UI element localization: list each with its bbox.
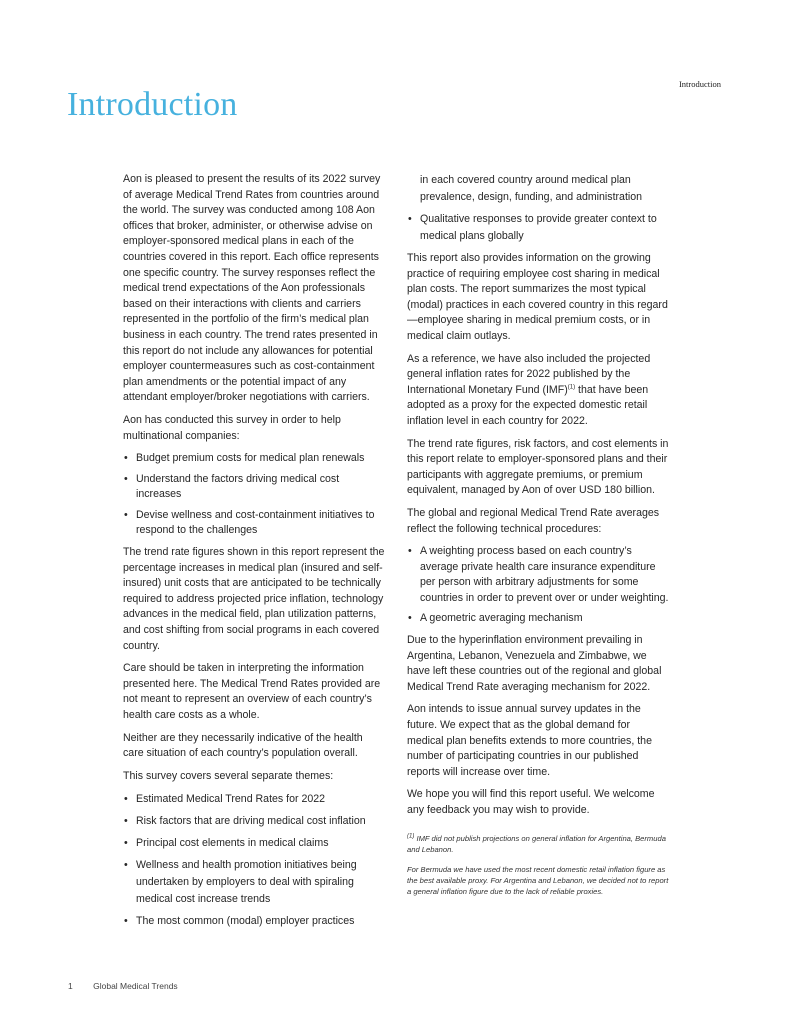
list-item: • Estimated Medical Trend Rates for 2022 [123, 791, 385, 808]
footnote-1 [407, 833, 669, 855]
list-item: • Budget premium costs for medical plan renewals [123, 451, 385, 467]
list-item: • A geometric averaging mechanism [407, 611, 669, 627]
trend-rate-paragraph: The trend rate figures shown in this report represent the percentage increases in medical plan (insured and self-insured) unit costs that are anticipated to be technically required to address projected price inflation, technology advances in the medical field, plan utilization patterns, and cost shifting from social programs in each covered country. [123, 546, 385, 652]
footnotes [407, 833, 669, 897]
list-item: • Principal cost elements in medical claims [123, 835, 385, 852]
caution-paragraph: Care should be taken in interpreting the information presented here. The Medical Trend Rates provided are not meant to represent an overview of each country’s health care costs as a whole. [123, 662, 381, 721]
page-footer [68, 981, 178, 991]
footnote-2: For Bermuda we have used the most recent domestic retail inflation figure as the best available proxy. For Argentina and Lebanon, we decided not to report a general inflation figure due to the lack of reliable proxies. [407, 864, 669, 896]
left-column [123, 172, 385, 936]
indicative-paragraph: Neither are they necessarily indicative of the health care situation of each country’s population overall. [123, 731, 363, 760]
running-head: Introduction [678, 79, 721, 89]
themes-paragraph: This survey covers several separate themes: [123, 769, 334, 782]
list-item: • Qualitative responses to provide greater context to medical plans globally [407, 211, 669, 245]
right-column [407, 172, 669, 906]
page-number: 1 [68, 981, 73, 991]
list-item: • The most common (modal) employer practices [123, 913, 385, 930]
purpose-list [123, 451, 385, 539]
footnote-marker: (1) [407, 833, 415, 840]
list-item: • A weighting process based on each country’s average private health care insurance expenditure per person with arbitrary adjustments for some countries in order to prevent over or under weighting. [407, 544, 669, 606]
inflation-text-b: that have been adopted as a proxy for the expected domestic retail inflation level in each country for 2022. [407, 383, 649, 427]
qualitative-list [407, 211, 669, 245]
publication-name: Global Medical Trends [93, 981, 178, 991]
page-title: Introduction [67, 86, 238, 123]
hyperinflation-paragraph: Due to the hyperinflation environment prevailing in Argentina, Lebanon, Venezuela and Zimbabwe, we have left these countries out of the regional and global Medical Trend Rate averaging mechanism for 2022. [407, 634, 662, 693]
purpose-paragraph: Aon has conducted this survey in order to help multinational companies: [123, 413, 341, 442]
list-item: • Understand the factors driving medical cost increases [123, 472, 385, 503]
list-item: • Wellness and health promotion initiatives being undertaken by employers to deal with spiraling medical cost increase trends [123, 857, 385, 908]
list-item: • Devise wellness and cost-containment initiatives to respond to the challenges [123, 508, 385, 539]
procedures-list [407, 544, 669, 627]
updates-paragraph: Aon intends to issue annual survey updates in the future. We expect that as the global demand for medical plan benefits extends to more countries, the number of participating countries in our published reports will increase over time. [407, 703, 652, 778]
inflation-text-a: As a reference, we have also included the projected general inflation rates for 2022 published by the International Monetary Fund (IMF) [407, 352, 651, 396]
procedures-paragraph: The global and regional Medical Trend Rate averages reflect the following technical procedures: [407, 506, 660, 535]
footnote-1-text: IMF did not publish projections on general inflation for Argentina, Bermuda and Lebanon. [407, 833, 666, 854]
list-item-continuation: in each covered country around medical plan prevalence, design, funding, and administration [420, 174, 643, 203]
premiums-paragraph: The trend rate figures, risk factors, and cost elements in this report relate to employer-sponsored plans and their participants with aggregate premiums, or premium equivalent, managed by Aon of over USD 180 billion. [407, 437, 669, 497]
closing-paragraph: We hope you will find this report useful. We welcome any feedback you may wish to provide. [407, 788, 655, 816]
cost-sharing-paragraph: This report also provides information on the growing practice of requiring employee cost sharing in medical plan costs. The report summarizes the most typical (modal) practices in each covered country in this regard—employee sharing in medical premium costs, or in medical claim outlays. [407, 252, 668, 342]
list-item: • Risk factors that are driving medical cost inflation [123, 813, 385, 830]
footnote-ref: (1) [567, 384, 576, 391]
themes-list [123, 791, 385, 930]
inflation-paragraph [407, 352, 669, 430]
intro-paragraph: Aon is pleased to present the results of its 2022 survey of average Medical Trend Rates from countries around the world. The survey was conducted among 108 Aon offices that broker, administer, or otherwise advise on employer-sponsored medical plans in each of the countries covered in this report. Each office represents one specific country. The survey responses reflect the medical trend expectations of the Aon professionals based on their interactions with clients and carriers represented in the portfolio of the firm’s medical plan business in each country. The trend rates presented in this report do not include any allowances for potential employer countermeasures such as cost-containment plan amendments or the potential impact of any attendant employer/broker negotiations with carriers. [123, 173, 381, 404]
